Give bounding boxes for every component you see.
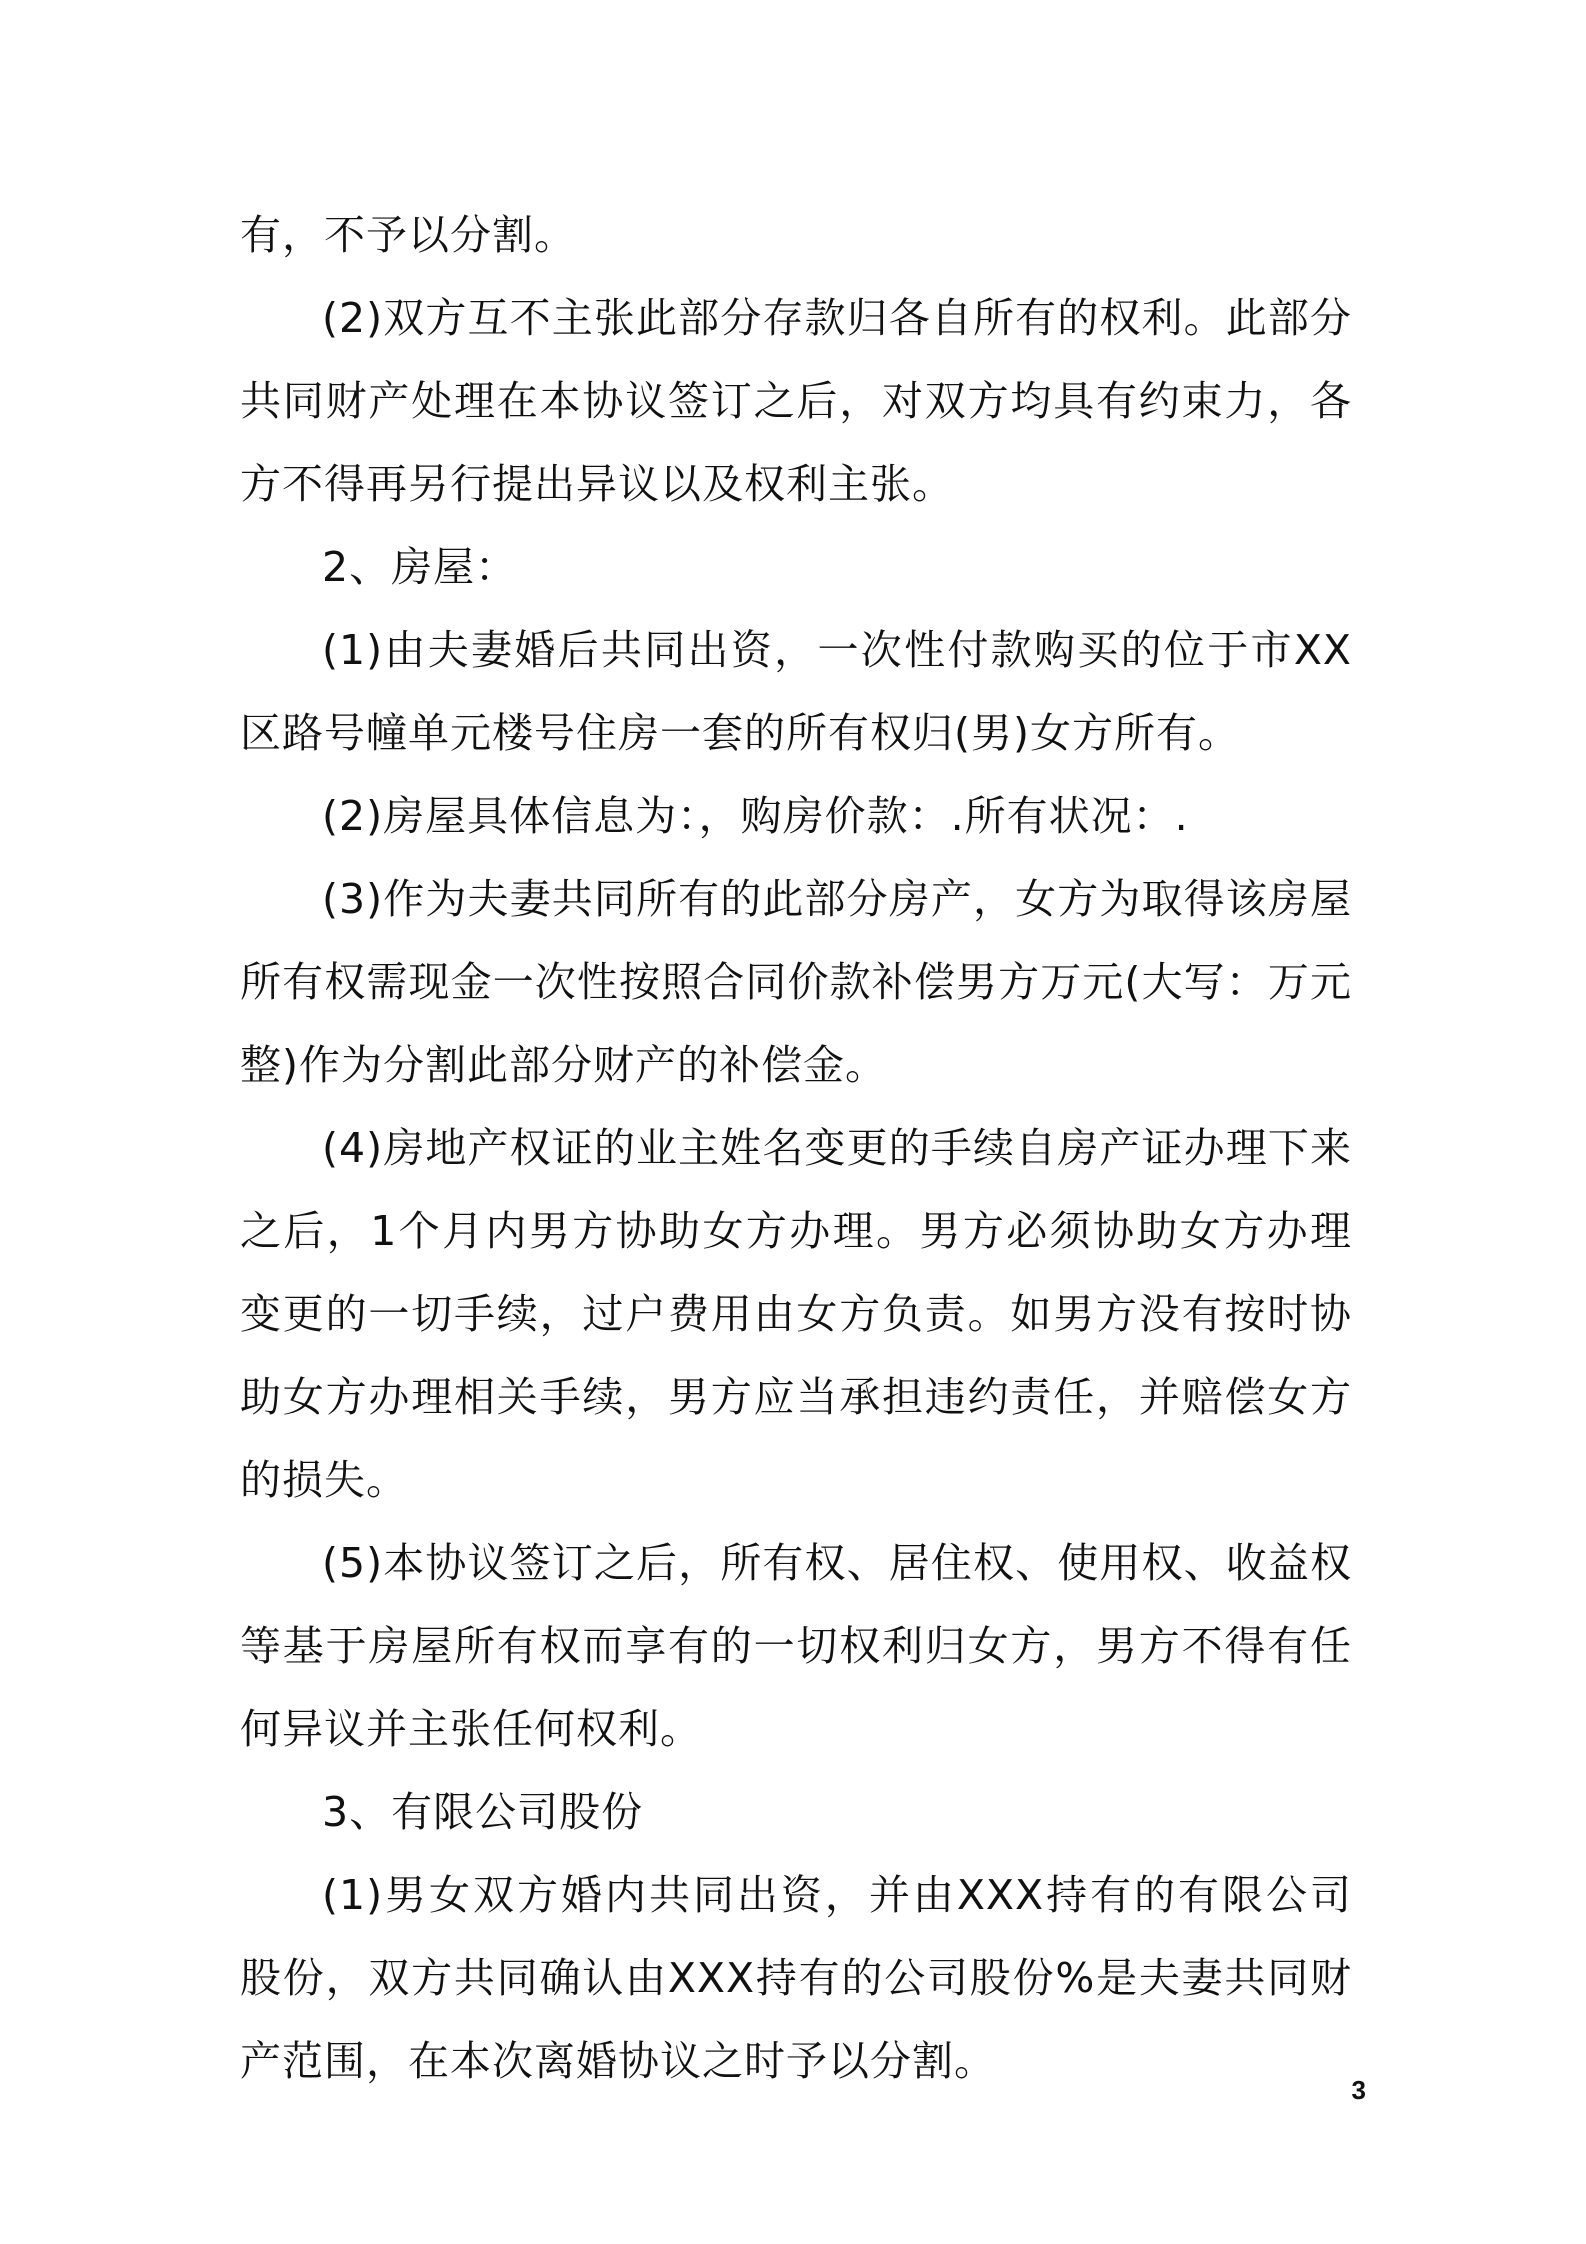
paragraph-company-shares: (1)男女双方婚内共同出资，并由XXX持有的有限公司股份，双方共同确认由XXX持有的公司股份%是夫妻共同财产范围，在本次离婚协议之时予以分割。 [240, 1871, 1352, 2085]
paragraph-house-info: (2)房屋具体信息为：，购房价款：.所有状况：. [322, 792, 1189, 840]
paragraph-continuation: 有，不予以分割。 [240, 211, 576, 259]
page-number: 3 [1351, 2075, 1366, 2105]
paragraph-rights: (5)本协议签订之后，所有权、居住权、使用权、收益权等基于房屋所有权而享有的一切权利归女方，男方不得有任何异议并主张任何权利。 [240, 1539, 1352, 1753]
paragraph-title-transfer: (4)房地产权证的业主姓名变更的手续自房产证办理下来之后，1个月内男方协助女方办理。男方必须协助女方办理变更的一切手续，过户费用由女方负责。如男方没有按时协助女方办理相关手续，男方应当承担违约责任，并赔偿女方的损失。 [240, 1124, 1352, 1504]
section-heading-company-shares: 3、有限公司股份 [322, 1788, 644, 1836]
paragraph-house-compensation: (3)作为夫妻共同所有的此部分房产，女方为取得该房屋所有权需现金一次性按照合同价款补偿男方万元(大写：万元整)作为分割此部分财产的补偿金。 [240, 875, 1352, 1089]
section-heading-house: 2、房屋： [322, 543, 518, 591]
paragraph-house-ownership: (1)由夫妻婚后共同出资，一次性付款购买的位于市XX区路号幢单元楼号住房一套的所有权归(男)女方所有。 [240, 626, 1352, 757]
paragraph-deposit-claim: (2)双方互不主张此部分存款归各自所有的权利。此部分共同财产处理在本协议签订之后，对双方均具有约束力，各方不得再另行提出异议以及权利主张。 [240, 294, 1352, 508]
document-body [240, 194, 1352, 2103]
